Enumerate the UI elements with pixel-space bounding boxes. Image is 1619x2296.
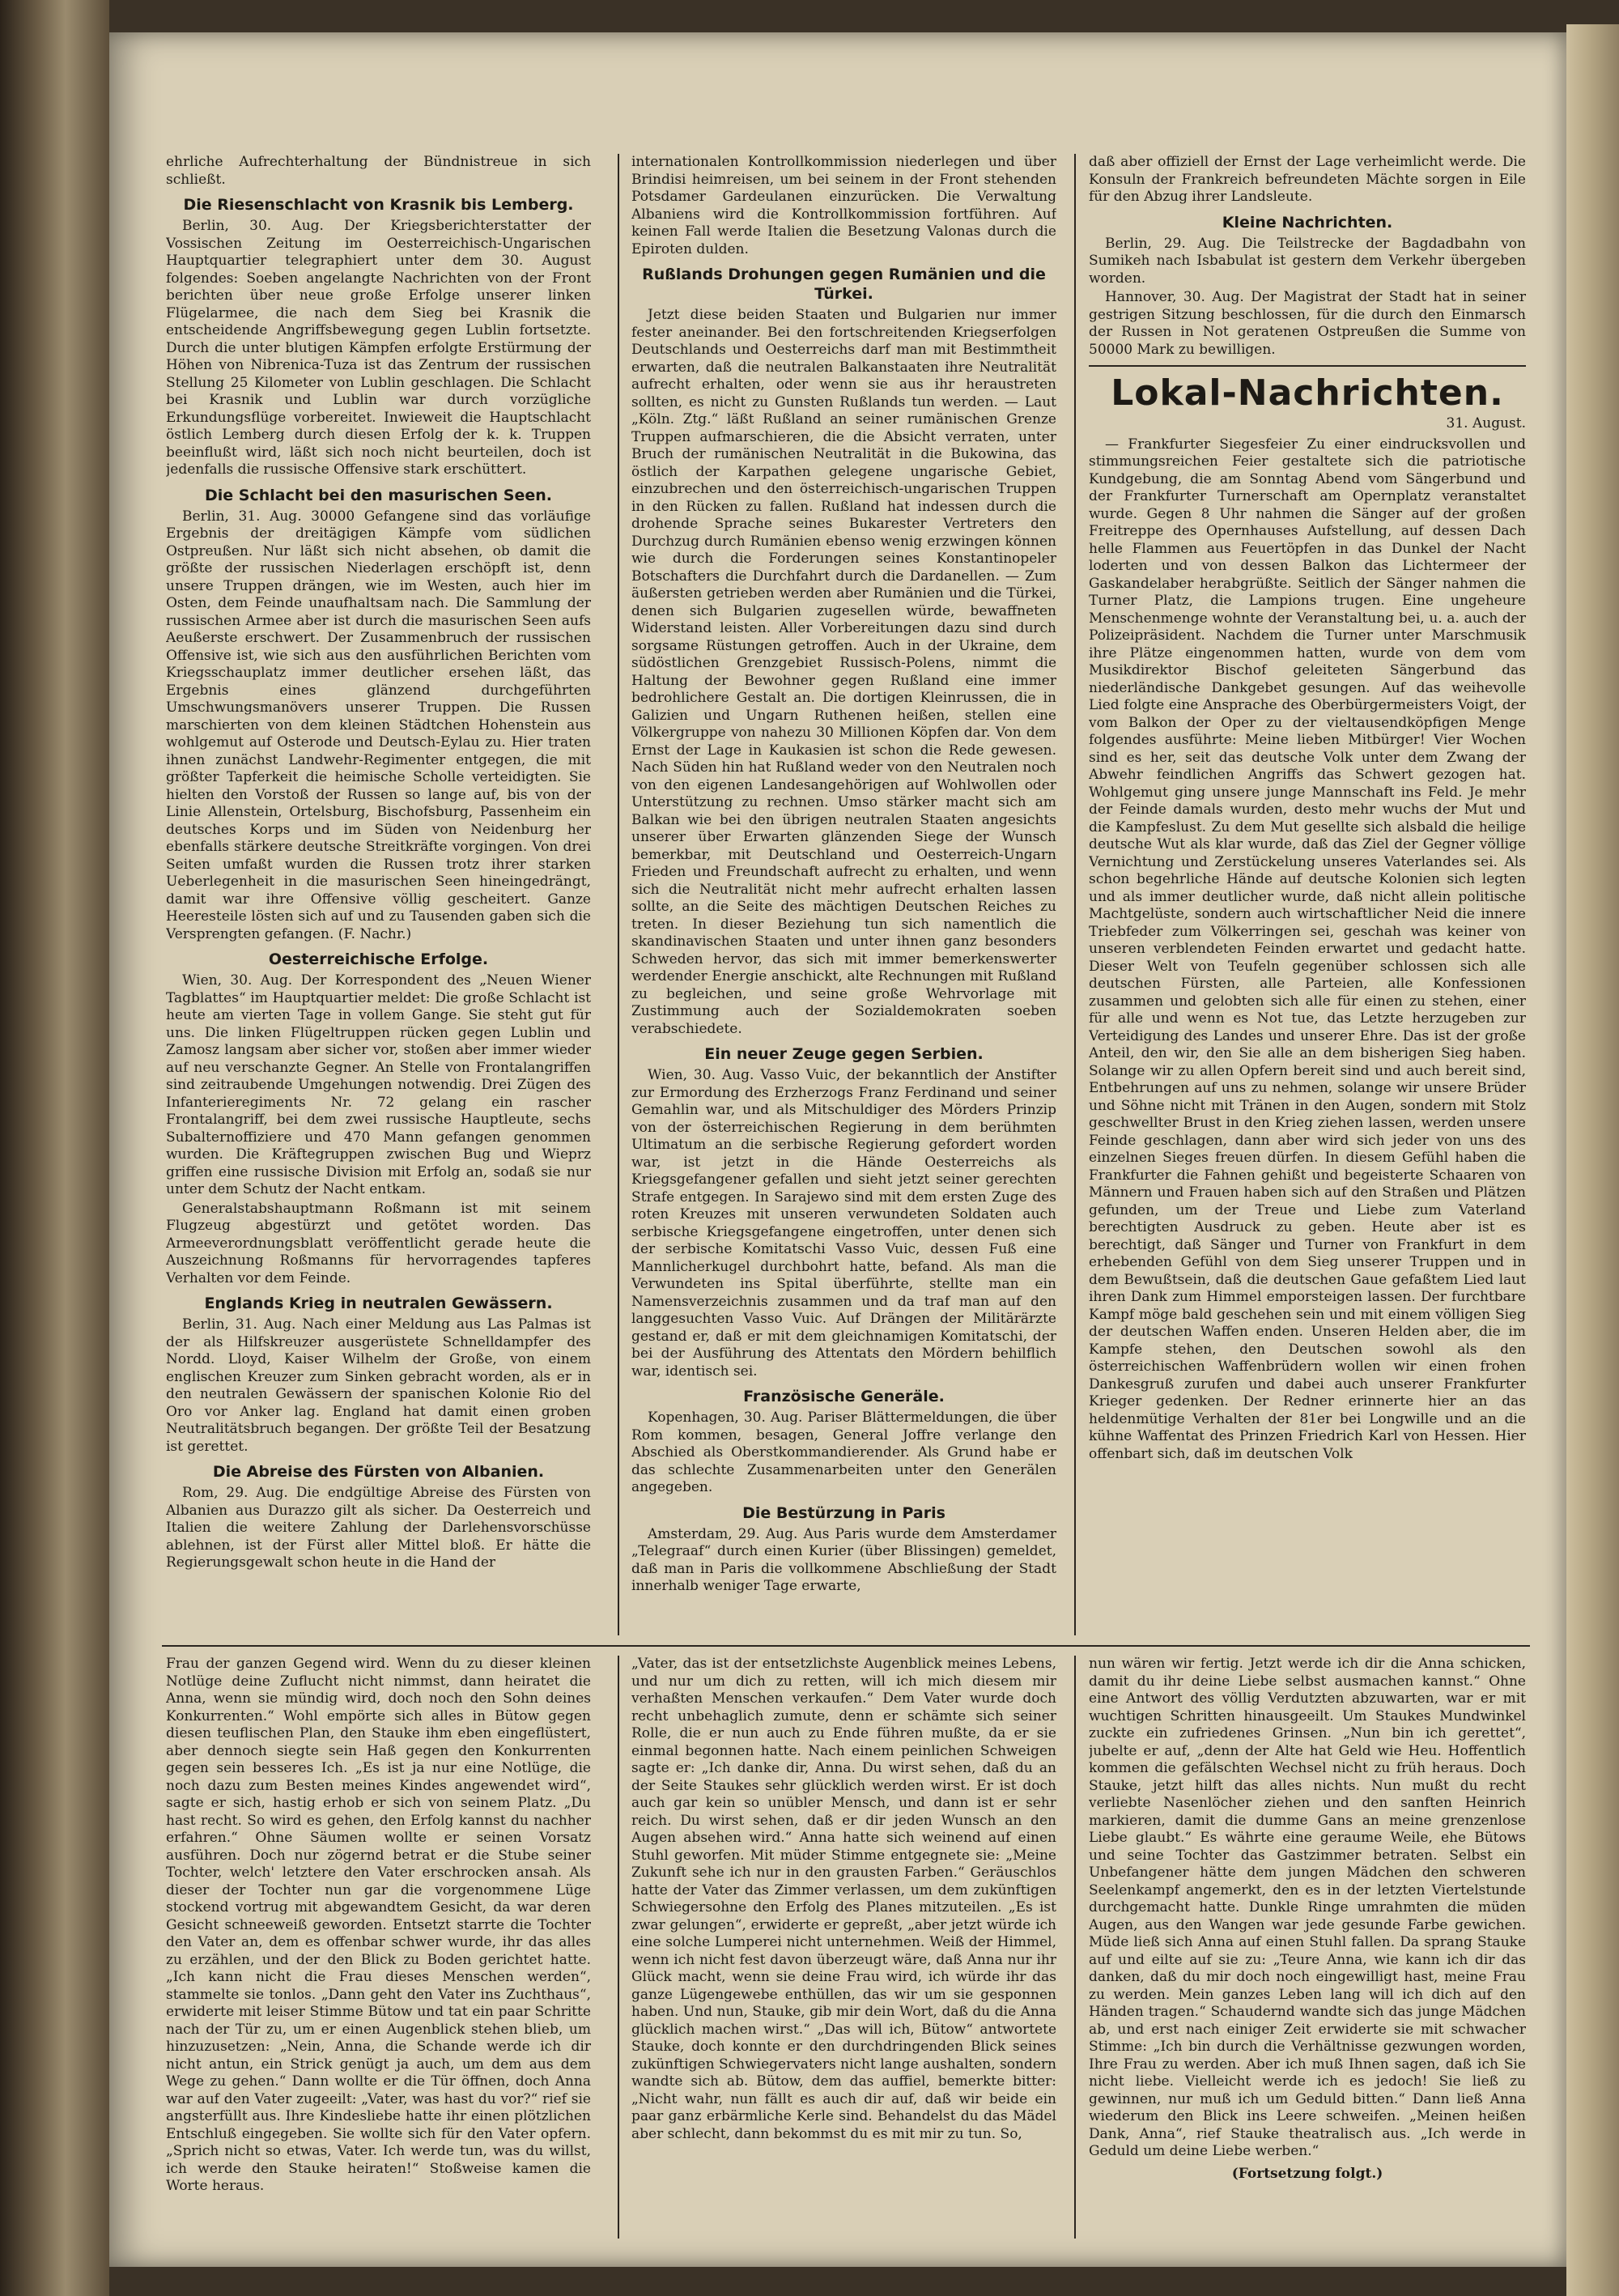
column-1: [166, 154, 591, 1635]
article-austrian-success: Wien, 30. Aug. Der Korrespondent des „Neuen Wiener Tagblattes“ im Hauptquartier meldet: Die große Schlacht ist heute am vierten Tage in vollem Gange. Sie steht gut für uns. Die linken Flügeltruppen rücken gegen Lublin und Zamosz langsam aber sicher vor, stoßen aber immer wieder auf neu verschanzte Gegner. An Stelle von Frontalangriffen sind zeitraubende Umgehungen notwendig. Drei Zügen des Infanterieregiments Nr. 72 gelang ein rascher Frontalangriff, bei dem zwei russische Hauptleute, sechs Subalternoffiziere und 470 Mann gefangen genommen wurden. Die Kräftegruppen zwischen Bug und Wieprz griffen eine russische Division mit Erfolg an, sodaß sie nur unter dem Schutz der Nacht entkam.: [166, 972, 591, 1197]
next-page-edge: [1566, 24, 1619, 2296]
article-serbia-witness: Wien, 30. Aug. Vasso Vuic, der bekanntlich der Anstifter zur Ermordung des Erzherzogs Franz Ferdinand und seiner Gemahlin war, und als Mitschuldiger des Mörders Prinzip von der österreichischen Regierung in dem berühmten Ultimatum an die serbische Regierung gefordert worden war, ist jetzt in die Hände Oesterreichs als Kriegsgefangener gefallen und sieht jetzt seiner gerechten Strafe entgegen. In Sarajewo sind mit dem ersten Zuge des roten Kreuzes mit unseren verwundeten Soldaten auch serbische Kriegsgefangene eingetroffen, unter denen sich der serbische Komitatschi Vasso Vuic, dessen Fuß eine Mannlicherkugel durchbohrt hatte, befand. Als man die Verwundeten ins Spital überführte, stellte man ein Namensverzeichnis zusammen und da traf man auf den langgesuchten Vasso Vuic. Auf Drängen der Militärärzte gestand er, daß er mit dem gleichnamigen Komitatschi, der bei der Ausführung des Attentats den Mördern behilflich war, identisch sei.: [631, 1067, 1056, 1380]
novel-text-1: Frau der ganzen Gegend wird. Wenn du zu dieser kleinen Notlüge deine Zuflucht nicht nimmst, dann heiratet die Anna, wenn sie mündig wird, doch noch den Sohn deines Konkurrenten.“ Wohl empörte sich alles in Bütow gegen diesen teuflischen Plan, den Stauke ihm eben eingeflüstert, aber dennoch siegte sein Haß gegen den Konkurrenten gegen sein besseres Ich. „Es ist ja nur eine Notlüge, die noch dazu zum Besten meines Kindes angewendet wird“, sagte er sich, hastig erhob er sich von seinem Platz. „Du hast recht. So wird es gehen, den Erfolg kannst du nachher erfahren.“ Ohne Säumen wollte er seinen Vorsatz ausführen. Doch nur zögernd betrat er die Stube seiner Tochter, welch' letztere den Vater erschrocken ansah. Als dieser der Tochter nun gar die vorgenommene Lüge stockend vortrug mit abgewandtem Gesicht, da war deren Gesicht schneeweiß geworden. Entsetzt starrte die Tochter den Vater an, dem es offenbar schwer wurde, ihr das alles zu erzählen, und der den Blick zu Boden gerichtet hatte. „Ich kann nicht die Frau dieses Menschen werden“, stammelte sie tonlos. „Dann geht den Vater ins Zuchthaus“, erwiderte mit leiser Stimme Bütow und tat ein paar Schritte nach der Tür zu, um er einen Augenblick stehen blieb, um hinzuzusetzen: „Nein, Anna, die Schande werde ich dir nicht antun, ein Strick genügt ja auch, um dem aus dem Wege zu gehen.“ Dann wollte er die Tür öffnen, doch Anna war auf den Vater zugeeilt: „Vater, was hast du vor?“ rief sie angsterfüllt aus. Ihre Kindesliebe hatte ihr einen plötzlichen Entschluß eingegeben. Sie wollte sich für den Vater opfern. „Sprich nicht so etwas, Vater. Ich werde tun, was du willst, ich werde den Stauke heiraten!“ Stoßweise kamen die Worte heraus.: [166, 1656, 591, 2194]
continued-note: (Fortsetzung folgt.): [1231, 2165, 1383, 2182]
article-neutral-waters: Berlin, 31. Aug. Nach einer Meldung aus Las Palmas ist der als Hilfskreuzer ausgerüstete Schnelldampfer des Nordd. Lloyd, Kaiser Wilhelm der Große, von einem englischen Kreuzer zum Sinken gebracht worden, als er in den neutralen Gewässern der spanischen Kolonie Rio del Oro vor Anker lag. England hat damit einen groben Neutralitätsbruch begangen. Der größte Teil der Besatzung ist gerettet.: [166, 1316, 591, 1455]
feuilleton-rule: [162, 1645, 1530, 1647]
column-2: [631, 154, 1056, 1635]
headline-albania: Die Abreise des Fürsten von Albanien.: [212, 1463, 545, 1481]
article-paris-cont: daß aber offiziell der Ernst der Lage verheimlicht werde. Die Konsuln der Frankreich befreundeten Mächte sorgen in Eile für den Abzug ihrer Landsleute.: [1089, 154, 1526, 205]
novel-text-3: nun wären wir fertig. Jetzt werde ich dir die Anna schicken, damit du ihr deine Liebe selbst ausmachen kannst.“ Ohne eine Antwort des völlig Verdutzten abzuwarten, war er mit wuchtigen Schritten hinausgeeilt. Um Staukes Mundwinkel zuckte ein zufriedenes Grinsen. „Nun bin ich gerettet“, jubelte er auf, „denn der Alte hat Geld wie Heu. Hoffentlich kommen die gefälschten Wechsel nicht zu früh heraus. Doch Stauke, jetzt hilft das alles nichts. Nun mußt du recht verliebte Nasenlöcher ziehen und den sanften Heinrich markieren, damit die dumme Gans an meine grenzenlose Liebe glaubt.“ Es währte eine geraume Weile, ehe Bütows und seine Tochter das Gastzimmer betraten. Selbst ein Unbefangener hätte dem jungen Mädchen den schweren Seelenkampf angemerkt, den es in der letzten Viertelstunde durchgemacht hatte. Dunkle Ringe umrahmten die müden Augen, aus den Wangen war jede gesunde Farbe gewichen. Müde ließ sich Anna auf einen Stuhl fallen. Da sprang Stauke auf und eilte auf sie zu: „Teure Anna, wie kann ich dir das danken, daß du mir doch noch eingewilligt hast, meine Frau zu werden. Mein ganzes Leben lang will ich dich auf den Händen tragen.“ Schaudernd wandte sich das junge Mädchen ab, und erst nach einiger Zeit erwiderte sie mit schwacher Stimme: „Ich bin durch die Verhältnisse gezwungen worden, Ihre Frau zu werden. Aber ich muß Ihnen sagen, daß ich Sie nicht liebe. Vielleicht werde ich es jedoch! Sie ließ zu gewinnen, nur muß ich um Geduld bitten.“ Dann ließ Anna wiederum den Blick ins Leere schweifen. „Meinen heißen Dank, Anna“, rief Stauke theatralisch aus. „Ich werde in Geduld um deine Liebe werben.“: [1089, 1656, 1526, 2159]
headline-serbia-witness: Ein neuer Zeuge gegen Serbien.: [704, 1045, 984, 1063]
newspaper-page: [109, 32, 1566, 2267]
article-bagdad-railway: Berlin, 29. Aug. Die Teilstrecke der Bagdadbahn von Sumikeh nach Isbabulat ist gestern dem Verkehr übergeben worden.: [1089, 235, 1526, 287]
article-albania-cont: internationalen Kontrollkommission niederlegen und über Brindisi heimreisen, um bei seinem in der Front stehenden Potsdamer Gardeulanen einzurücken. Die Verwaltung Albaniens wird die Kontrollkommission fortführen. Auf keinen Fall werde Italien die Besetzung Valonas durch die Epiroten dulden.: [631, 154, 1056, 257]
column-3: [1089, 154, 1526, 1635]
headline-russia-threats: Rußlands Drohungen gegen Rumänien und die Türkei.: [642, 266, 1046, 303]
article-hannover: Hannover, 30. Aug. Der Magistrat der Stadt hat in seiner gestrigen Sitzung beschlossen, für die durch den Einmarsch der Russen in Not geratenen Ostpreußen die Summe von 50000 Mark zu bewilligen.: [1089, 289, 1526, 358]
headline-paris: Die Bestürzung in Paris: [742, 1503, 945, 1522]
article-russia-threats: Jetzt diese beiden Staaten und Bulgarien nur immer fester aneinander. Bei den fortschreitenden Kriegserfolgen Deutschlands und Oesterreichs darf man mit Bestimmtheit erwarten, daß die neutralen Balkanstaaten ihre Neutralität aufrecht erhalten, oder wenn sie aus ihr heraustreten sollten, es nicht zu Gunsten Rußlands tun werden. — Laut „Köln. Ztg.“ läßt Rußland an seiner rumänischen Grenze Truppen aufmarschieren, die die Absicht verraten, unter Bruch der rumänischen Neutralität in die Bukowina, das östlich der Karpathen gelegene ungarische Gebiet, einzubrechen und den österreichisch-ungarischen Truppen in den Rücken zu fallen. Rußland hat indessen durch die drohende Sprache seines Bukarester Vertreters den Durchzug durch Rumänien ebenso wenig erzwingen können wie durch die Forderungen seines Konstantinopeler Botschafters die Durchfahrt durch die Dardanellen. — Zum äußersten getrieben werden aber Rumänien und die Türkei, denen sich Bulgarien zugesellen würde, bewaffneten Widerstand leisten. Aller Vorbereitungen dazu sind durch sorgsame Rüstungen getroffen. Auch in der Ukraine, dem südöstlichen Grenzgebiet Russisch-Polens, nimmt die Haltung der Bewohner gegen Rußland eine immer bedrohlichere Gestalt an. Die dortigen Kleinrussen, die in Galizien und Ungarn Ruthenen heißen, stellen eine Völkergruppe von nahezu 30 Millionen Köpfen dar. Von dem Ernst der Lage in Kaukasien ist schon die Rede gewesen. Nach Süden hin hat Rußland weder von den Neutralen noch von den eigenen Landesangehörigen auf Wohlwollen oder Unterstützung zu rechnen. Umso stärker macht sich am Balkan wie bei den übrigen neutralen Staaten angesichts unserer über Erwarten glänzenden Siege der Wunsch bemerkbar, mit Deutschland und Oesterreich-Ungarn Frieden und Freundschaft aufrecht zu erhalten, und wenn sich die Neutralität nicht mehr aufrecht erhalten lassen sollte, an die Seite des mächtigen Deutschen Reiches zu treten. In dieser Beziehung tun sich namentlich die skandinavischen Staaten und unter ihnen ganz besonders Schweden hervor, das sich mit immer bemerkenswerter werdender Energie anschickt, alte Rechnungen mit Rußland zu begleichen, und seine große Wehrvorlage mit Zustimmung auch der Sozialdemokraten soeben verabschiedete.: [631, 307, 1056, 1037]
book-binding: [0, 0, 109, 2296]
novel-column-3: [1089, 1656, 1526, 2239]
novel-column-2: [631, 1656, 1056, 2239]
novel-column-1: [166, 1656, 591, 2239]
article-french-generals: Kopenhagen, 30. Aug. Pariser Blättermeldungen, die über Rom kommen, besagen, General Joffre verlange den Abschied als Oberstkommandierender. Als Grund habe er das schlechte Zusammenarbeiten unter den Generälen angegeben.: [631, 1409, 1056, 1495]
local-section-rule: [1089, 365, 1526, 367]
headline-austrian-success: Oesterreichische Erfolge.: [268, 950, 489, 968]
headline-neutral-waters: Englands Krieg in neutralen Gewässern.: [204, 1295, 553, 1312]
novel-rule-1: [618, 1656, 619, 2239]
column-rule-2: [1074, 154, 1076, 1635]
article-paris: Amsterdam, 29. Aug. Aus Paris wurde dem Amsterdamer „Telegraaf“ durch einen Kurier (über Blissingen) gemeldet, daß man in Paris die vollkommene Abschließung der Stadt innerhalb weniger Tage erwarte,: [631, 1525, 1056, 1594]
headline-krasnik: Die Riesenschlacht von Krasnik bis Lemberg.: [183, 196, 574, 214]
local-news-date: 31. August.: [1446, 415, 1526, 432]
headline-french-generals: Französische Generäle.: [743, 1388, 945, 1405]
headline-masurian-lakes: Die Schlacht bei den masurischen Seen.: [205, 486, 552, 504]
novel-rule-2: [1074, 1656, 1076, 2239]
novel-text-2: „Vater, das ist der entsetzlichste Augenblick meines Lebens, und nur um dich zu retten, will ich mich diesem mir verhaßten Menschen verkaufen.“ Dem Vater wurde doch recht unbehaglich zumute, denn er schämte sich seiner Rolle, die er nun auch zu Ende führen mußte, da er sie einmal begonnen hatte. Nach einem peinlichen Schweigen sagte er: „Ich danke dir, Anna. Du wirst sehen, daß du an der Seite Staukes sehr glücklich werden wirst. Er ist doch auch gar kein so unübler Mensch, und dann ist er sehr reich. Du wirst sehen, daß er dir jeden Wunsch an den Augen absehen wird.“ Anna hatte sich weinend auf einen Stuhl geworfen. Mit müder Stimme entgegnete sie: „Meine Zukunft sehe ich nur in den grausten Farben.“ Geräuschlos hatte der Vater das Zimmer verlassen, um dem zukünftigen Schwiegersohne den Erfolg des Planes mitzuteilen. „Es ist zwar gelungen“, erwiderte er gepreßt, „aber jetzt würde ich eine solche Lumperei nicht unternehmen. Weiß der Himmel, wenn ich nicht fest davon überzeugt wäre, daß Anna nur ihr Glück macht, wenn sie deine Frau wird, ich würde ihr das ganze Lügengewebe enthüllen, das wir um sie gesponnen haben. Und nun, Stauke, gib mir dein Wort, daß du die Anna glücklich machen wirst.“ „Das will ich, Bütow“ antwortete Stauke, doch konnte er den durchdringenden Blick seines zukünftigen Schwiegervaters nicht lange aushalten, sondern wandte sich ab. Bütow, dem das auffiel, bemerkte bitter: „Nicht wahr, nun fällt es auch dir auf, daß wir beide ein paar ganz erbärmliche Kerle sind. Behandelst du das Mädel aber schlecht, dann bekommst du es mit mir zu tun. So,: [631, 1656, 1056, 2142]
article-frankfurt-celebration: — Frankfurter Siegesfeier Zu einer eindrucksvollen und stimmungsreichen Feier gestaltete sich die patriotische Kundgebung, die am Sonntag Abend vom Sängerbund und der Frankfurter Turnerschaft am Opernplatz veranstaltet wurde. Gegen 8 Uhr nahmen die Sänger auf der großen Freitreppe des Opernhauses Aufstellung, auf dessen Dach helle Flammen aus Feuertöpfen in das Dunkel der Nacht loderten und von dessen Balkon das Lichtermeer der Gaskandelaber herabgrüßte. Seitlich der Sänger nahmen die Turner Platz, die Lampions trugen. Eine ungeheure Menschenmenge wohnte der Veranstaltung bei, u. a. auch der Polizeipräsident. Nachdem die Turner unter Marschmusik ihre Plätze eingenommen hatten, wurde von dem vom Musikdirektor Bischof geleiteten Sängerbund das niederländische Dankgebet gesungen. Auf das weihevolle Lied folgte eine Ansprache des Oberbürgermeisters Voigt, der vom Balkon der Oper zu der vieltausendköpfigen Menge folgendes ausführte: Meine lieben Mitbürger! Vier Wochen sind es her, seit das deutsche Volk unter dem Zwang der Abwehr feindlichen Angriffs das Schwert gezogen hat. Wohlgemut ging unsere junge Mannschaft ins Feld. Je mehr der Feinde damals wurden, desto mehr wuchs der Mut und die Kampfeslust. Zu dem Mut gesellte sich alsbald die heilige deutsche Wut als klar wurde, daß das Ziel der Gegner völlige Vernichtung und Zerstückelung unseres Vaterlandes sei. Als schon begehrliche Hände auf deutsche Kolonien sich legten und als immer deutlicher wurde, daß nicht allein politische Machtgelüste, sondern auch wirtschaftlicher Neid die innere Triebfeder zum Völkerringen sei, geschah was keiner von unseren verblendeten Feinden erwartet und gedacht hatte. Dieser Welt von Teufeln gegenüber schlossen sich alle deutschen Fürsten, alle Parteien, alle Konfessionen zusammen und gelobten sich alle für einen zu stehen, einer für alle und wenn es Not tue, das Letzte herzugeben zur Verteidigung des Landes und unserer Ehre. Das ist der große Anteil, den wir, den Sie alle an dem bisherigen Sieg haben. Solange wir zu allen Opfern bereit sind und auch bereit sind, Entbehrungen auf uns zu nehmen, solange wir unsere Brüder und Söhne nicht mit Tränen in den Augen, sondern mit Stolz geschwellter Brust in den Krieg ziehen lassen, werden unsere Feinde geschlagen, dann aber wird sich jeder von uns des einzelnen Sieges freuen dürfen. In diesem Gefühl haben die Frankfurter die Fahnen gehißt und begeisterte Schaaren von Männern und Frauen haben sich auf den Straßen und Plätzen gefunden, um der Treue und Liebe zum Vaterland berechtigten Ausdruck zu geben. Heute aber ist es berechtigt, daß Sänger und Turner von Frankfurt in dem erhebenden Gefühl von dem Sieg unserer Truppen und in dem Bewußtsein, daß die deutschen Gaue gefaßtem Lied laut ihren Dank zum Himmel emporsteigen lassen. Der furchtbare Kampf möge bald geschehen sein und mit einem völligen Sieg der deutschen Waffen enden. Unseren Helden aber, die im Kampfe stehen, den Deutschen sowohl als den österreichischen Waffenbrüdern wollen wir einen frohen Dankesgruß zurufen und dabei auch unserer Frankfurter Krieger gedenken. Der Redner erinnerte hier an das heldenmütige Verhalten der 81er bei Longwille und an die kühne Waffentat des Prinzen Friedrich Karl von Hessen. Hier offenbart sich, daß im deutschen Volk: [1089, 436, 1526, 1462]
article-rossmann: Generalstabshauptmann Roßmann ist mit seinem Flugzeug abgestürzt und getötet worden. Das Armeeverordnungsblatt veröffentlicht gerade heute die Auszeichnung Roßmanns für hervorragendes tapferes Verhalten vor dem Feinde.: [166, 1200, 591, 1286]
col1-intro: ehrliche Aufrechterhaltung der Bündnistreue in sich schließt.: [166, 154, 591, 188]
local-news-title: Lokal-Nachrichten.: [1111, 372, 1504, 414]
article-albania: Rom, 29. Aug. Die endgültige Abreise des Fürsten von Albanien aus Durazzo gilt als sicher. Da Oesterreich und Italien die weitere Zahlung der Darlehensvorschüsse ablehnen, ist der Fürst aller Mittel bloß. Er hätte die Regierungsgewalt schon heute in die Hand der: [166, 1485, 591, 1571]
headline-small-news: Kleine Nachrichten.: [1222, 213, 1393, 232]
column-rule-1: [618, 154, 619, 1635]
article-krasnik: Berlin, 30. Aug. Der Kriegsberichterstatter der Vossischen Zeitung im Oesterreichisch-Ungarischen Hauptquartier telegraphiert unter dem 30. August folgendes: Soeben angelangte Nachrichten von der Front berichten über neue große Erfolge unserer linken Flügelarmee, die nach dem Sieg bei Krasnik die entscheidende Angriffsbewegung gegen Lublin fortsetzte. Durch die unter blutigen Kämpfen erfolgte Erstürmung der Höhen von Nibrenica-Tuza ist das Zentrum der russischen Stellung 25 Kilometer von Lublin geschlagen. Die Schlacht bei Krasnik und Lublin war durch vorzügliche Erkundungsflüge vorbereitet. Inwieweit die Hauptschlacht östlich Lemberg durch diesen Erfolg der k. k. Truppen beeinflußt wird, läßt sich noch nicht beurteilen, doch ist jedenfalls die russische Offensive stark erschüttert.: [166, 218, 591, 478]
article-masurian-lakes: Berlin, 31. Aug. 30000 Gefangene sind das vorläufige Ergebnis der dreitägigen Kämpfe vom südlichen Ostpreußen. Nur läßt sich nicht absehen, ob damit die größte der russischen Niederlagen erschöpft ist, denn unsere Truppen drängen, wie im Westen, auch hier im Osten, dem Feinde unaufhaltsam nach. Die Sammlung der russischen Armee aber ist durch die masurischen Seen aufs Aeußerste erschwert. Der Zusammenbruch der russischen Offensive ist, wie sich aus den ausführlichen Berichten vom Kriegsschauplatz immer deutlicher ersehen läßt, das Ergebnis eines glänzend durchgeführten Umschwungsmanövers unserer Truppen. Die Russen marschierten von dem kleinen Städtchen Hohenstein aus wohlgemut auf Osterode und Deutsch-Eylau zu. Hier traten ihnen zunächst Landwehr-Regimenter entgegen, die mit größter Tapferkeit die heimische Scholle verteidigten. Sie hielten den Vorstoß der Russen so lange auf, bis von der Linie Allenstein, Ortelsburg, Bischofsburg, Passenheim ein deutsches Korps und im Süden von Neidenburg her ebenfalls stärkere deutsche Streitkräfte vorgingen. Von drei Seiten umfaßt wurden die Russen trotz ihrer starken Ueberlegenheit in die masurischen Seen hineingedrängt, damit war ihre Offensive völlig gescheitert. Ganze Heeresteile lösten sich auf und zu Tausenden gaben sich die Versprengten gefangen. (F. Nachr.): [166, 508, 591, 942]
